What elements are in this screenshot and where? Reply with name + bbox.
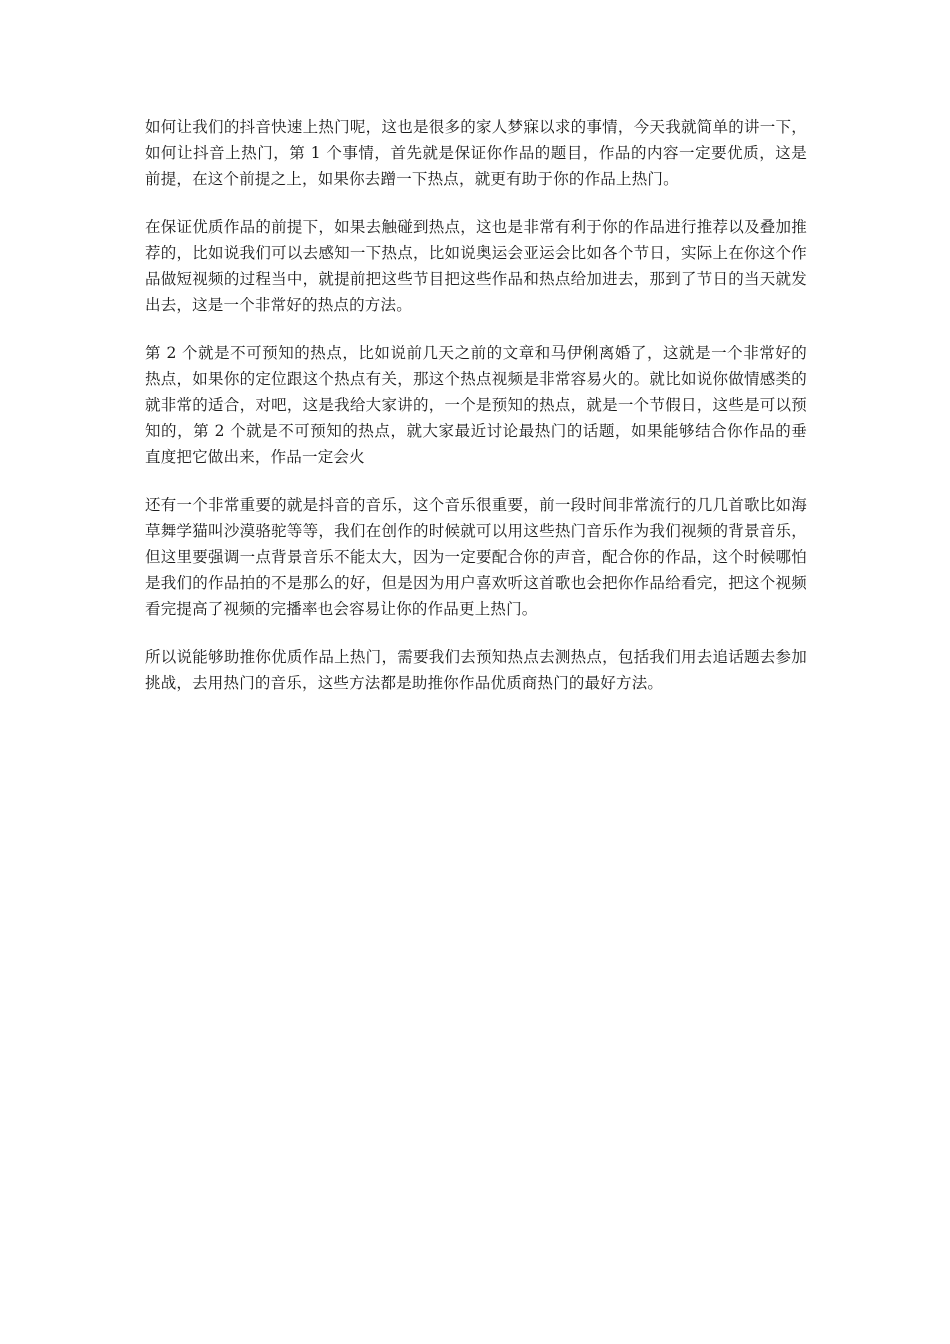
paragraph-2: 在保证优质作品的前提下，如果去触碰到热点，这也是非常有利于你的作品进行推荐以及叠加推荐的，比如说我们可以去感知一下热点，比如说奥运会亚运会比如各个节日，实际上在你这个作品做短视频的过程当中，就提前把这些节目把这些作品和热点给加进去，那到了节日的当天就发出去，这是一个非常好的热点的方法。: [145, 218, 807, 314]
paragraph-1: 如何让我们的抖音快速上热门呢，这也是很多的家人梦寐以求的事情，今天我就简单的讲一下，如何让抖音上热门，第 1 个事情，首先就是保证你作品的题目，作品的内容一定要优质，这是前提，在这个前提之上，如果你去蹭一下热点，就更有助于你的作品上热门。: [145, 118, 807, 188]
document-body: [145, 114, 807, 718]
paragraph-5: 所以说能够助推你优质作品上热门，需要我们去预知热点去测热点，包括我们用去追话题去参加挑战，去用热门的音乐，这些方法都是助推你作品优质商热门的最好方法。: [145, 648, 807, 692]
paragraph-3: 第 2 个就是不可预知的热点，比如说前几天之前的文章和马伊俐离婚了，这就是一个非常好的热点，如果你的定位跟这个热点有关，那这个热点视频是非常容易火的。就比如说你做情感类的就非常的适合，对吧，这是我给大家讲的，一个是预知的热点，就是一个节假日，这些是可以预知的，第 2 个就是不可预知的热点，就大家最近讨论最热门的话题，如果能够结合你作品的垂直度把它做出来，作品一定会火: [145, 344, 807, 466]
paragraph-4: 还有一个非常重要的就是抖音的音乐，这个音乐很重要，前一段时间非常流行的几几首歌比如海草舞学猫叫沙漠骆驼等等，我们在创作的时候就可以用这些热门音乐作为我们视频的背景音乐，但这里要强调一点背景音乐不能太大，因为一定要配合你的声音，配合你的作品，这个时候哪怕是我们的作品拍的不是那么的好，但是因为用户喜欢听这首歌也会把你作品给看完，把这个视频看完提高了视频的完播率也会容易让你的作品更上热门。: [145, 496, 807, 618]
